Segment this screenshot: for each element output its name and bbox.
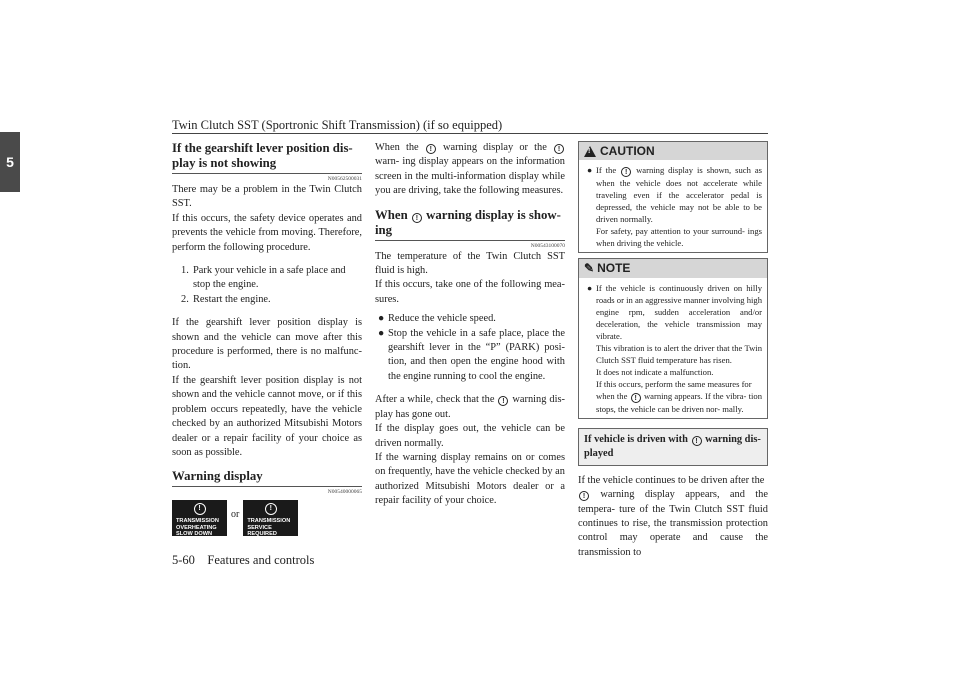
- caution-body: [579, 160, 767, 252]
- paragraph: If this occurs, the safety device operates and prevents the vehicle from moving. Therefore, perform the following procedure.: [172, 212, 362, 253]
- subsection-title-driven-with-warning: If vehicle is driven with ! warning dis- played: [578, 428, 768, 466]
- page-number: 5-60: [172, 553, 195, 567]
- transmission-warning-icon: !: [265, 503, 277, 515]
- overheating-warning-tile: ! TRANSMISSION OVERHEATING SLOW DOWN: [172, 500, 227, 536]
- column-3: [578, 141, 768, 560]
- transmission-warning-icon: !: [621, 167, 631, 177]
- paragraph: If the gearshift lever position display is not shown and the vehicle cannot move, or if this problem occurs repeatedly, have the vehicle checked by an authorized Mitsubishi Motors dealer or a repair facility of your choice as soon as possible.: [172, 374, 362, 458]
- paragraph: If this occurs, take one of the following mea- sures.: [375, 279, 565, 305]
- section-title-gearshift: If the gearshift lever position dis- play is not showing: [172, 141, 362, 174]
- caution-header: ! CAUTION: [579, 142, 767, 160]
- caution-icon: !: [584, 146, 596, 157]
- list-item: ● If the ! warning display is shown, such as when the vehicle does not accelerate while traveling even if the accelerator pedal is depressed, the vehicle may not be able to be driven normally. For safety, pay attention to your surround- ings when driving the vehicle.: [587, 165, 763, 249]
- page-footer: [172, 553, 314, 568]
- paragraph: There may be a problem in the Twin Clutch SST.: [172, 184, 362, 210]
- procedure-steps: [172, 264, 362, 307]
- or-label: or: [231, 508, 240, 520]
- step-item: 1. Park your vehicle in a safe place and stop the engine.: [181, 265, 346, 291]
- transmission-warning-icon: !: [498, 396, 508, 406]
- paragraph: If the display goes out, the vehicle can be driven normally.: [375, 423, 565, 449]
- note-body: [579, 278, 767, 418]
- paragraph: The temperature of the Twin Clutch SST fluid is high.: [375, 250, 565, 277]
- section-code: N00540000065: [327, 489, 362, 496]
- bullet-icon: ●: [378, 327, 385, 339]
- paragraph: When the ! warning display or the ! warn- ing display appears on the information screen in the multi-information display while you are driving, take the following measures.: [375, 142, 565, 197]
- step-item: 2. Restart the engine.: [181, 293, 271, 305]
- page-header: Twin Clutch SST (Sportronic Shift Transmission) (if so equipped): [172, 118, 503, 132]
- caution-box: [578, 141, 768, 253]
- list-item: ● Stop the vehicle in a safe place, place the gearshift lever in the “P” (PARK) posi- tion, and then open the engine hood with the engine running to cool the engine.: [375, 327, 565, 385]
- paragraph: If the vehicle continues to be driven after the ! warning display appears, and the tempera- ture of the Twin Clutch SST fluid continues to rise, the transmission protection control may operate and cause the transmission to: [578, 474, 768, 558]
- transmission-warning-icon: !: [412, 213, 422, 223]
- header-rule: [172, 133, 768, 134]
- transmission-warning-icon: !: [194, 503, 206, 515]
- list-item: ● Reduce the vehicle speed.: [375, 312, 565, 326]
- section-code: N00562500031: [327, 176, 362, 182]
- transmission-warning-icon: !: [579, 491, 589, 501]
- paragraph: If the gearshift lever position display is shown and the vehicle can move after this procedure is performed, there is no malfunc- tion.: [172, 317, 362, 372]
- column-1: [172, 141, 362, 536]
- warning-display-images: [172, 500, 362, 536]
- bullet-icon: ●: [587, 282, 593, 293]
- transmission-warning-icon: !: [692, 436, 702, 446]
- transmission-warning-icon: !: [554, 144, 564, 154]
- note-header: ✎ NOTE: [579, 259, 767, 277]
- service-required-warning-tile: ! TRANSMISSION SERVICE REQUIRED: [243, 500, 298, 536]
- section-code: N00543100070: [530, 242, 565, 249]
- list-item: ● If the vehicle is continuously driven on hilly roads or in an aggressive manner involving high engine rpm, sudden acceleration and/or deceleration, the vehicle transmission may vibrate. This vibration is to alert the driver that the Twin Clutch SST fluid temperature has risen. It does not indicate a malfunction. If this occurs, perform the same measures for when the ! warning appears. If the vibra- tion stops, the vehicle can be driven nor- mally.: [587, 282, 762, 414]
- paragraph: If the warning display remains on or comes on frequently, have the vehicle checked by an authorized Mitsubishi Motors dealer or a repair facility of your choice.: [375, 451, 565, 507]
- paragraph: After a while, check that the ! warning dis- play has gone out.: [375, 394, 565, 420]
- transmission-warning-icon: !: [631, 393, 641, 403]
- transmission-warning-icon: !: [426, 144, 436, 154]
- bullet-icon: ●: [587, 165, 593, 176]
- section-title-warning-display: Warning display: [172, 469, 362, 487]
- footer-section: Features and controls: [207, 553, 315, 567]
- section-title-when-warning: When ! warning display is show- ing: [375, 208, 565, 241]
- pencil-icon: ✎: [584, 261, 595, 276]
- chapter-tab: 5: [0, 132, 20, 192]
- bullet-icon: ●: [378, 313, 385, 325]
- column-2: [375, 141, 565, 509]
- note-box: [578, 258, 768, 418]
